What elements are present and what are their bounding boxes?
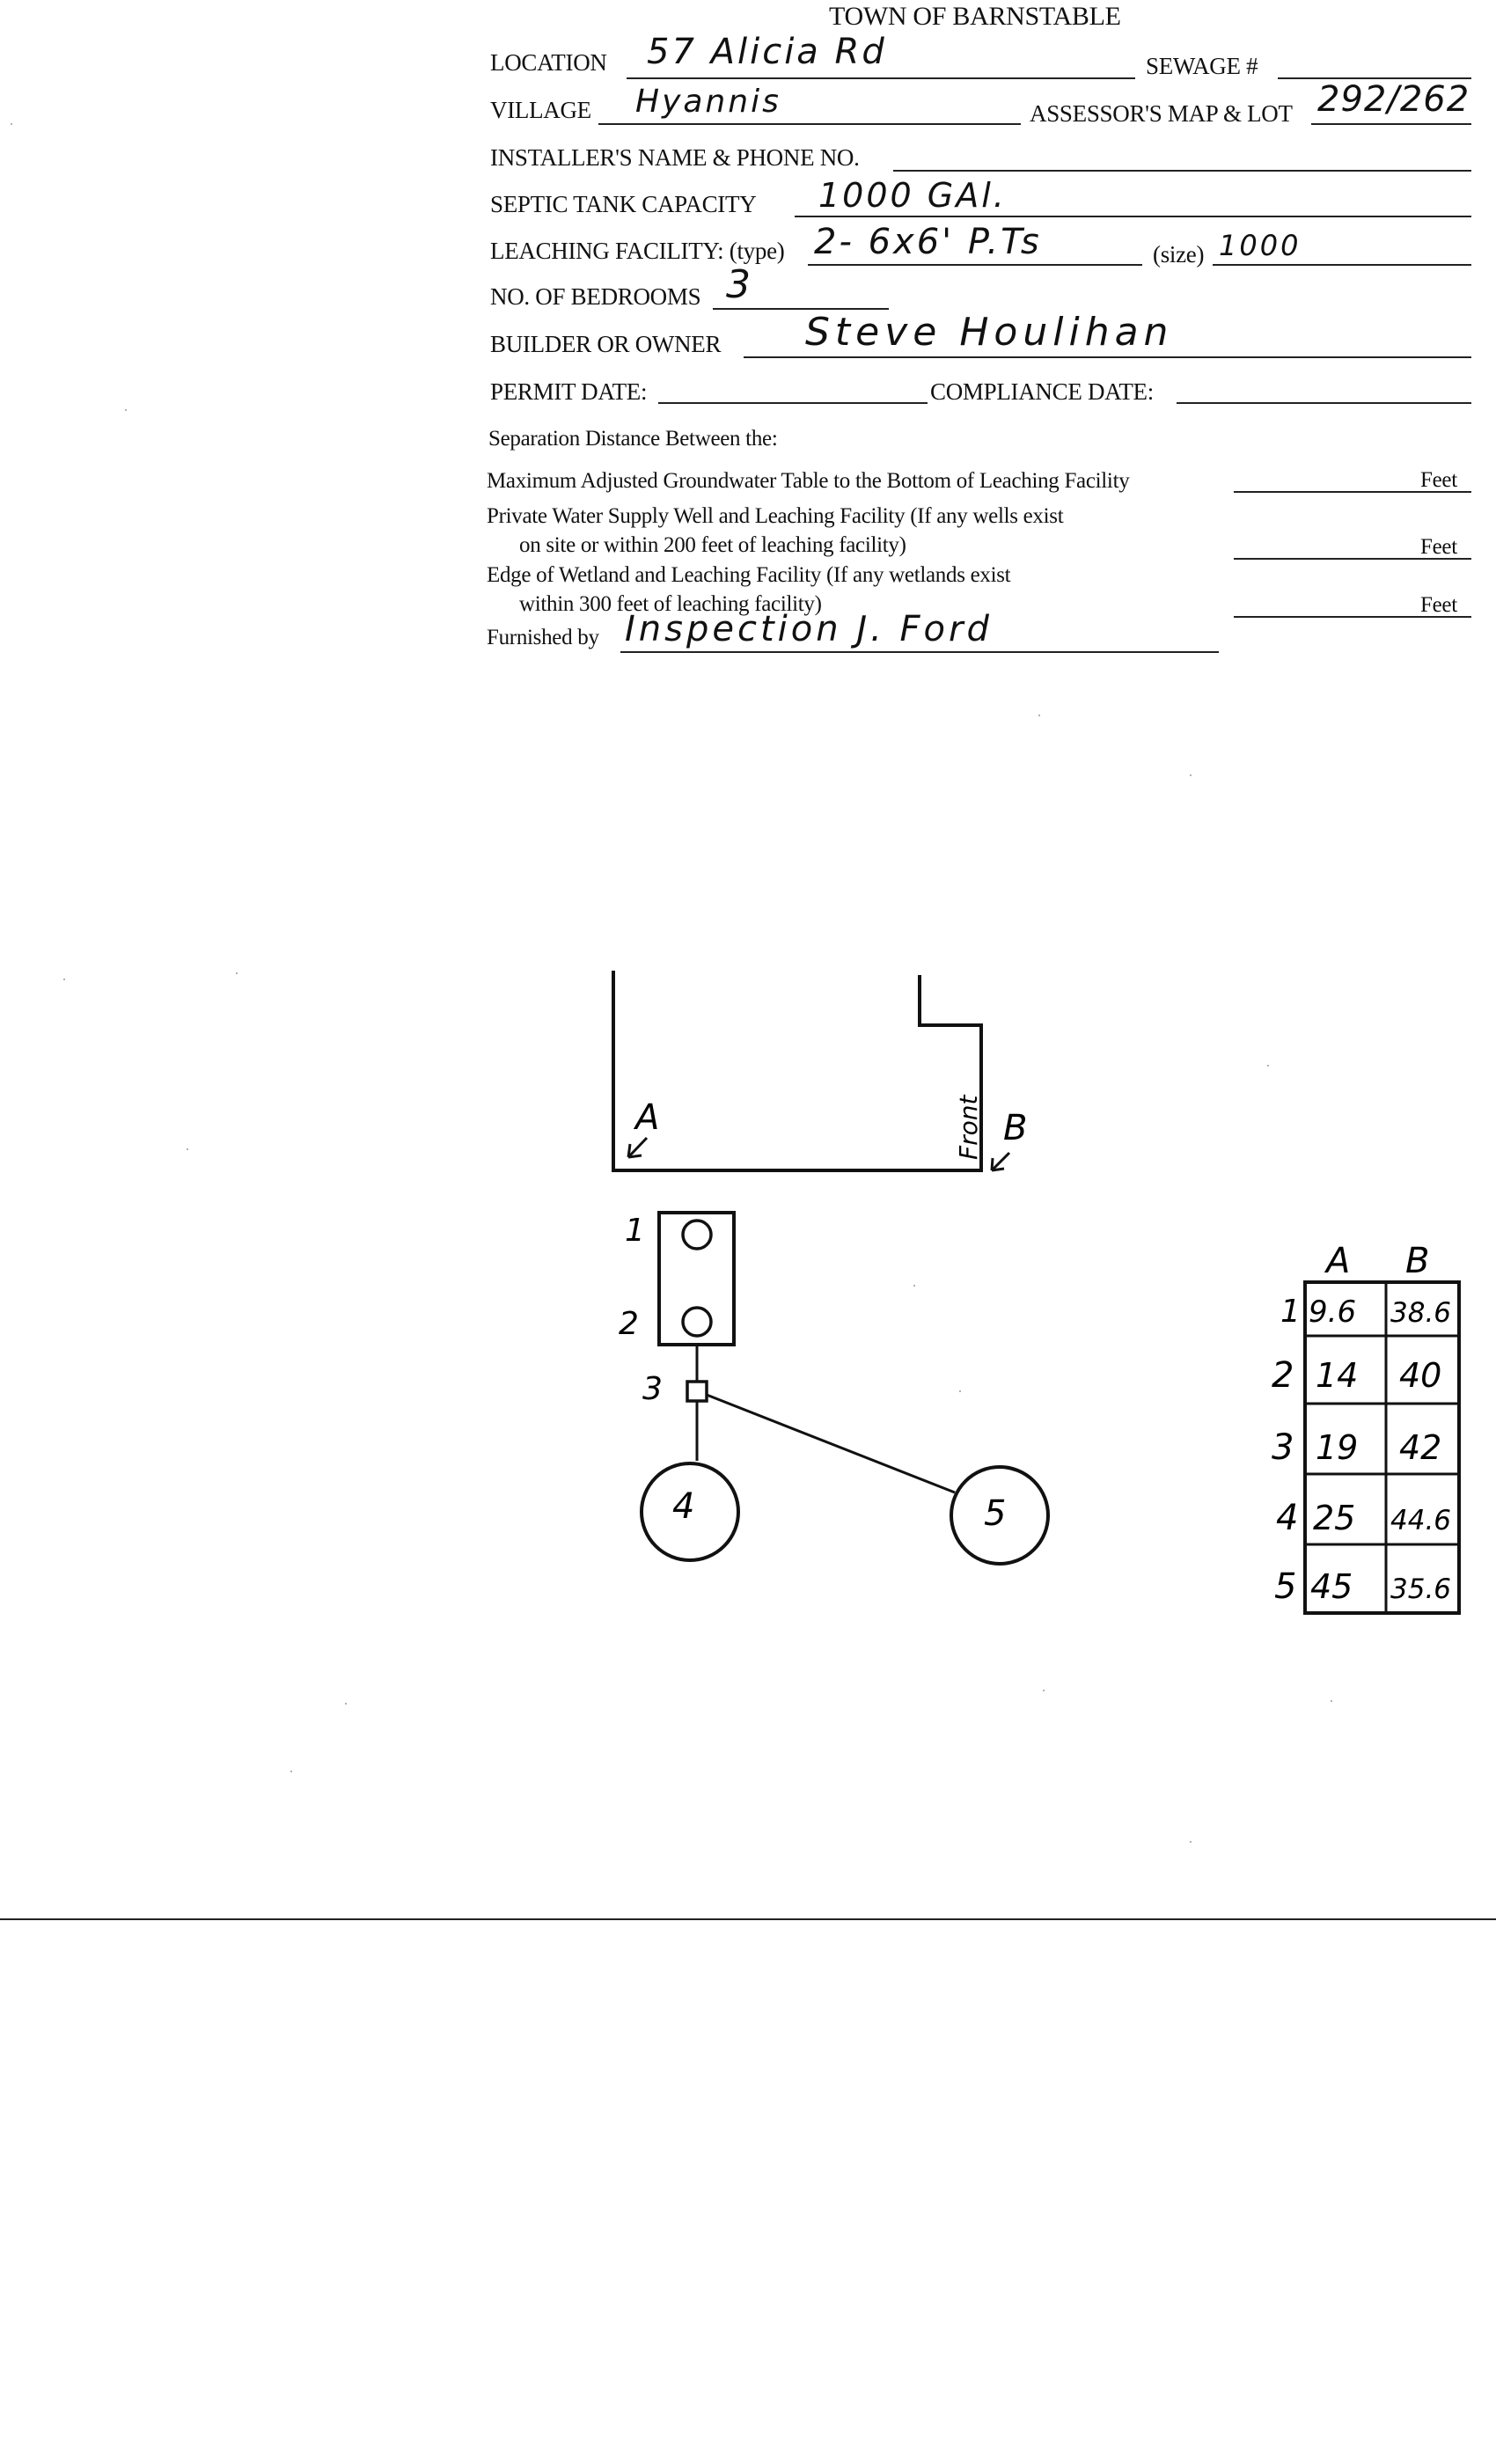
table-cell-a: 45 (1310, 1567, 1353, 1606)
table-header-a: A (1326, 1241, 1351, 1281)
label-b: B (1003, 1108, 1028, 1148)
sep-well-line2: on site or within 200 feet of leaching facility) (519, 533, 906, 557)
sep-groundwater-feet: Feet (1420, 468, 1457, 492)
front-label: Front (954, 1095, 983, 1160)
builder-value: Steve Houlihan (805, 310, 1174, 355)
furnished-label: Furnished by (487, 626, 599, 649)
table-row-id: 5 (1274, 1566, 1297, 1607)
sep-well-line1: Private Water Supply Well and Leaching Facility (If any wells exist (487, 504, 1064, 528)
table-row-id: 1 (1280, 1294, 1301, 1330)
form-title: TOWN OF BARNSTABLE (829, 2, 1121, 31)
distribution-box (687, 1382, 707, 1401)
house-outline (613, 971, 981, 1170)
tank-cover-1 (683, 1221, 711, 1249)
table-cell-b: 40 (1399, 1356, 1442, 1395)
leaching-label: LEACHING FACILITY: (type) (490, 238, 785, 264)
location-value: 57 Alicia Rd (647, 32, 887, 72)
table-cell-b: 42 (1399, 1428, 1442, 1467)
arrow-b-icon (992, 1153, 1009, 1170)
septic-label: SEPTIC TANK CAPACITY (490, 191, 757, 217)
page-divider (0, 1918, 1496, 1920)
sep-wetland-line1: Edge of Wetland and Leaching Facility (If any wetlands exist (487, 563, 1011, 587)
bedrooms-label: NO. OF BEDROOMS (490, 283, 701, 310)
village-label: VILLAGE (490, 97, 591, 123)
table-cell-b: 38.6 (1390, 1297, 1452, 1329)
table-cell-a: 25 (1313, 1499, 1356, 1537)
location-label: LOCATION (490, 49, 607, 76)
furnished-value: Inspection J. Ford (625, 609, 993, 649)
pipe-box-pit5 (707, 1395, 955, 1492)
compliance-label: COMPLIANCE DATE: (930, 378, 1154, 405)
assessor-label: ASSESSOR'S MAP & LOT (1030, 100, 1293, 127)
arrow-a-icon (628, 1138, 647, 1157)
village-value: Hyannis (635, 84, 781, 120)
table-row-id: 4 (1276, 1498, 1299, 1538)
point-label-5: 5 (984, 1493, 1007, 1534)
table-row-id: 2 (1272, 1355, 1294, 1396)
bedrooms-value: 3 (726, 262, 753, 307)
tank-cover-2 (683, 1308, 711, 1336)
leaching-type-value: 2- 6x6' P.Ts (814, 222, 1042, 262)
size-value: 1000 (1219, 229, 1302, 262)
table-header-b: B (1405, 1241, 1430, 1281)
permit-label: PERMIT DATE: (490, 378, 648, 405)
sep-wetland-line2: within 300 feet of leaching facility) (519, 592, 822, 616)
table-row-id: 3 (1272, 1427, 1294, 1468)
builder-label: BUILDER OR OWNER (490, 331, 722, 357)
point-label-3: 3 (642, 1371, 663, 1407)
sep-groundwater: Maximum Adjusted Groundwater Table to the Bottom of Leaching Facility (487, 469, 1130, 493)
point-label-2: 2 (619, 1306, 639, 1342)
sep-wetland-feet: Feet (1420, 593, 1457, 617)
table-cell-b: 35.6 (1390, 1573, 1452, 1605)
table-cell-a: 14 (1316, 1356, 1359, 1395)
septic-value: 1000 GAl. (818, 176, 1007, 215)
sep-well-feet: Feet (1420, 535, 1457, 559)
table-cell-b: 44.6 (1390, 1505, 1452, 1536)
sewage-label: SEWAGE # (1146, 53, 1258, 79)
septic-tank (659, 1213, 734, 1345)
installer-label: INSTALLER'S NAME & PHONE NO. (490, 144, 860, 171)
label-a: A (635, 1097, 660, 1138)
point-label-1: 1 (625, 1213, 645, 1249)
point-label-4: 4 (672, 1486, 695, 1527)
assessor-value: 292/262 (1317, 79, 1470, 120)
table-cell-a: 19 (1316, 1428, 1359, 1467)
measurement-table (1272, 1241, 1459, 1613)
size-label: (size) (1153, 241, 1205, 268)
separation-heading: Separation Distance Between the: (488, 427, 778, 451)
table-cell-a: 9.6 (1309, 1294, 1357, 1330)
